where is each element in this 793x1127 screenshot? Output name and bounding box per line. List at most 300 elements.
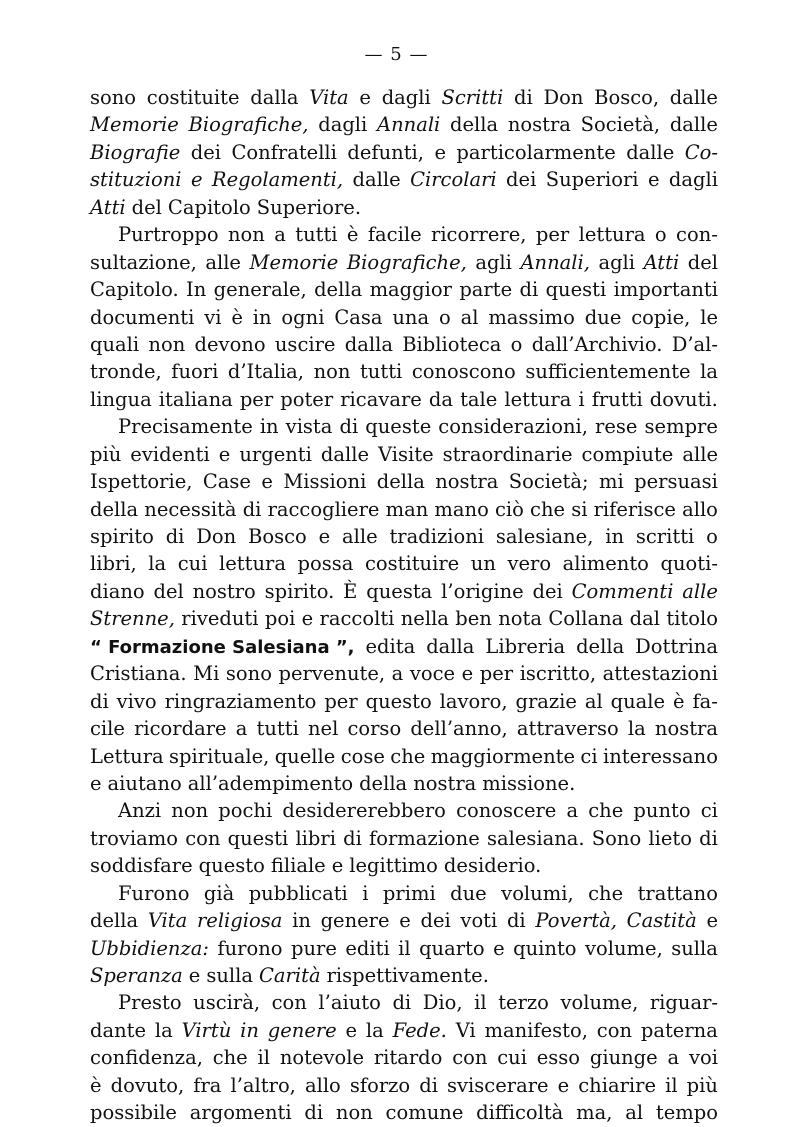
word: man	[385, 497, 429, 521]
word: la	[365, 1018, 384, 1042]
word: filiale	[270, 854, 326, 878]
word: non	[335, 1101, 373, 1125]
word: della	[90, 497, 139, 521]
text-line	[90, 852, 718, 879]
word: a	[235, 717, 248, 741]
word: particolarmente	[456, 140, 616, 164]
word: già	[203, 881, 235, 905]
word: confidenza,	[90, 1046, 203, 1070]
word: questi	[545, 278, 607, 302]
word: non	[227, 223, 265, 247]
word: della	[90, 909, 139, 933]
word: ritardo	[373, 1046, 443, 1070]
word: vivo	[116, 689, 157, 713]
word: massimo	[488, 305, 575, 329]
word: possa	[297, 552, 354, 576]
word: missione.	[482, 771, 576, 795]
word: della	[376, 470, 425, 494]
word: corso	[347, 717, 402, 741]
word: Bosco,	[594, 86, 660, 109]
text-line	[90, 331, 718, 358]
italic-word: Atti	[643, 250, 680, 274]
word: tronde,	[90, 360, 162, 384]
word: le	[700, 305, 718, 329]
text-line	[90, 605, 718, 632]
word: Bosco	[248, 525, 307, 548]
word: non	[148, 332, 186, 356]
italic-word: Vita	[309, 86, 349, 109]
word: esso	[536, 1046, 581, 1070]
word: dalle	[669, 86, 718, 109]
word: Libreria	[485, 634, 566, 658]
italic-word: Povertà,	[535, 909, 617, 933]
word: conoscere	[456, 799, 557, 823]
text-line	[90, 468, 718, 495]
word: ci	[700, 799, 718, 823]
word: costituite	[146, 86, 240, 109]
word: dagli	[668, 168, 718, 192]
word: dalla	[344, 332, 393, 356]
word: chiarire	[578, 1073, 657, 1097]
word: riferisce	[593, 497, 676, 521]
word: Superiore.	[256, 195, 362, 219]
text-line	[90, 358, 718, 385]
word: formazione	[369, 826, 480, 850]
word: lettura	[578, 223, 646, 247]
word: tradizioni	[389, 525, 485, 548]
text-line	[90, 1044, 718, 1071]
italic-word: Circolari	[410, 168, 497, 192]
word: o	[706, 525, 718, 548]
word: dalle	[320, 442, 370, 466]
word: vi	[204, 305, 222, 329]
word: sulla	[206, 964, 254, 987]
word: con	[596, 1018, 633, 1042]
word: mano	[434, 497, 489, 521]
word: argomenti	[189, 1101, 292, 1125]
word: attraverso	[516, 717, 619, 741]
word: Superiori	[545, 168, 639, 192]
word: i	[578, 387, 585, 411]
word: nostro	[192, 579, 256, 603]
word: possibile	[90, 1101, 177, 1125]
word: dalle	[626, 140, 675, 164]
word: voi	[688, 1046, 718, 1070]
word: o	[654, 223, 667, 247]
text-line	[90, 633, 718, 660]
word: Missioni	[283, 470, 367, 494]
word: poter	[280, 387, 334, 411]
word: al	[460, 305, 479, 329]
word: della	[450, 113, 499, 137]
word: devono	[194, 332, 266, 356]
word: sono	[225, 662, 272, 686]
word: dagli	[381, 86, 431, 109]
word: dalle	[352, 168, 401, 192]
word: sono	[90, 86, 137, 109]
bold-title: “ Formazione Salesiana ”,	[90, 636, 355, 658]
word: di	[343, 826, 362, 850]
italic-word: e	[190, 168, 203, 192]
word: e	[90, 771, 102, 795]
word: è	[346, 223, 359, 247]
word: quinto	[513, 936, 577, 960]
word: quarto	[419, 936, 485, 960]
word: ricordare	[134, 717, 227, 741]
word: paterna	[640, 1018, 718, 1042]
word: Anzi	[118, 799, 162, 823]
word: e	[461, 662, 474, 686]
word: dal	[629, 607, 660, 631]
word: copie,	[631, 305, 691, 329]
italic-word: Ubbidienza:	[90, 936, 209, 960]
word: raccogliere	[267, 497, 380, 521]
word: di	[513, 86, 533, 109]
word: dalla	[426, 634, 475, 658]
text-line	[90, 221, 718, 248]
italic-word: genere	[267, 1018, 337, 1042]
word: Purtroppo	[118, 223, 219, 247]
word: tempo	[655, 1101, 718, 1125]
word: non	[313, 360, 351, 384]
word: il	[398, 936, 411, 960]
word: e	[218, 442, 231, 466]
word: al	[625, 1101, 644, 1125]
word: la	[148, 552, 167, 576]
word: lieto	[648, 826, 692, 850]
word: nostra	[507, 113, 571, 137]
word: a	[566, 799, 579, 823]
word: generale,	[213, 278, 307, 302]
italic-word: Biografiche,	[188, 113, 309, 137]
word: alle	[205, 250, 241, 274]
word: cui	[497, 1046, 527, 1070]
italic-word: Annali	[377, 113, 441, 137]
italic-word: religiosa	[196, 909, 283, 933]
text-line	[90, 962, 718, 989]
word: pochi	[218, 799, 273, 823]
text-line	[90, 413, 718, 440]
word: la	[700, 360, 718, 384]
word: scritti	[635, 525, 695, 548]
word: a	[274, 223, 286, 247]
word: il	[665, 1073, 678, 1097]
word: d’Italia,	[227, 360, 305, 384]
text-line	[90, 715, 718, 742]
word: dei	[532, 579, 563, 603]
italic-word: Biografiche,	[346, 250, 467, 274]
word: dagli	[318, 113, 368, 137]
italic-word: Commenti	[571, 579, 674, 603]
text-line	[90, 523, 718, 550]
word: con	[271, 991, 307, 1015]
text-line	[90, 194, 718, 221]
text-line	[90, 797, 718, 824]
word: D’al-	[671, 332, 718, 356]
text-line	[90, 166, 718, 193]
word: e	[188, 964, 201, 987]
word: comune	[385, 1101, 464, 1125]
word: notevole	[279, 1046, 365, 1070]
italic-word: Memorie	[90, 113, 179, 137]
word: e	[318, 525, 331, 548]
word: salesiana.	[486, 826, 585, 850]
word: libri,	[90, 552, 137, 576]
word: salesiane,	[495, 525, 594, 548]
text-line	[90, 550, 718, 577]
word: e	[345, 1018, 358, 1042]
word: i	[362, 881, 369, 905]
word: dalle	[669, 113, 718, 137]
word: urgenti	[239, 442, 312, 466]
word: riguar-	[649, 991, 718, 1015]
text-line	[90, 907, 718, 934]
word: In	[186, 278, 207, 302]
word: voti	[460, 909, 498, 933]
word: il	[257, 1046, 271, 1070]
word: sultazione,	[90, 250, 197, 274]
word: con-	[676, 223, 718, 247]
word: questa	[366, 579, 433, 603]
word: del	[131, 195, 162, 219]
italic-word: Annali,	[520, 250, 590, 274]
word: troviamo	[90, 826, 179, 850]
italic-word: alle	[682, 579, 718, 603]
word: Biblioteca	[402, 332, 502, 356]
word: grazie	[515, 689, 577, 713]
text-line	[90, 276, 718, 303]
text-line	[90, 304, 718, 331]
word: lavoro,	[439, 689, 508, 713]
italic-word: Scritti	[441, 86, 504, 109]
italic-word: Memorie	[249, 250, 339, 274]
word: questi	[227, 826, 289, 850]
word: ma,	[576, 1101, 613, 1125]
word: che	[530, 497, 566, 521]
word: con	[185, 826, 221, 850]
word: di	[519, 278, 539, 302]
word: più	[90, 442, 122, 466]
word: volume,	[584, 936, 663, 960]
word: dei	[190, 140, 221, 164]
word: e	[493, 936, 505, 960]
word: è	[673, 689, 685, 713]
word: della	[576, 634, 625, 658]
word: quale	[610, 689, 666, 713]
word: Cristiana.	[90, 662, 187, 686]
word: dante	[90, 1018, 147, 1042]
word: e	[301, 607, 314, 631]
word: costituire	[364, 552, 460, 576]
word: libri	[295, 826, 336, 850]
word: titolo	[666, 607, 718, 631]
word: all’adempimento	[187, 771, 354, 795]
word: da	[428, 387, 453, 411]
text-line	[90, 770, 718, 797]
word: tale	[460, 387, 498, 411]
word: rese	[595, 415, 638, 439]
text-line	[90, 111, 718, 138]
text-line	[90, 688, 718, 715]
word: manifesto,	[484, 1018, 588, 1042]
word: soddisfare	[90, 854, 193, 878]
word: parte	[459, 278, 513, 302]
word: volume,	[560, 991, 639, 1015]
text-line	[90, 743, 718, 770]
word: e	[706, 909, 718, 933]
word: riveduti	[181, 607, 259, 631]
word: dei	[506, 168, 537, 192]
word: Collana	[548, 607, 624, 631]
word: attestazioni	[602, 662, 718, 686]
word: lettura	[504, 387, 572, 411]
text-line	[90, 496, 718, 523]
italic-word: Carità	[259, 964, 321, 987]
italic-word: in	[240, 1018, 259, 1042]
word: non	[171, 799, 209, 823]
word: che	[588, 881, 624, 905]
word: o	[510, 332, 523, 356]
text-line	[90, 249, 718, 276]
word: pubblicati	[248, 881, 348, 905]
word: nel	[307, 717, 339, 741]
word: cui	[177, 552, 208, 576]
word: ci	[580, 744, 598, 768]
word: rispettivamente.	[326, 964, 489, 987]
word: vero	[507, 552, 552, 576]
word: allo	[682, 497, 718, 521]
italic-word: Co-	[684, 140, 718, 164]
word: di	[165, 525, 185, 548]
word: e	[434, 140, 446, 164]
body-text	[90, 84, 718, 1127]
word: volumi,	[501, 881, 574, 905]
word: maggior	[369, 278, 452, 302]
word: di	[90, 689, 109, 713]
word: È	[343, 579, 358, 603]
word: in	[259, 415, 279, 439]
word: lettura	[219, 552, 286, 576]
word: alle	[682, 442, 718, 466]
word: fuori	[171, 360, 219, 384]
word: italiana	[158, 387, 233, 411]
word: due	[584, 305, 622, 329]
word: l’aiuto	[318, 991, 381, 1015]
word: dovuto,	[110, 1073, 185, 1097]
word: e	[557, 1073, 570, 1097]
word: trattano	[637, 881, 718, 905]
word: Don	[196, 525, 237, 548]
word: Case	[202, 470, 251, 494]
text-line	[90, 139, 718, 166]
text-line	[90, 1072, 718, 1099]
word: difficoltà	[476, 1101, 564, 1125]
word: mi	[598, 470, 624, 494]
word: e	[399, 909, 411, 933]
word: di	[392, 991, 412, 1015]
word: è	[90, 1073, 102, 1097]
word: poi	[264, 607, 296, 631]
word: primi	[382, 881, 436, 905]
text-line	[90, 441, 718, 468]
word: interessano	[602, 744, 718, 768]
word: Società,	[580, 113, 661, 137]
word: Dio,	[422, 991, 463, 1015]
word: del	[687, 250, 718, 274]
word: pervenute,	[278, 662, 386, 686]
word: in	[292, 909, 311, 933]
word: a	[667, 1046, 680, 1070]
word: documenti	[90, 305, 195, 329]
word: punto	[633, 799, 691, 823]
word: in	[605, 525, 625, 548]
word: di	[506, 909, 526, 933]
word: tutti	[359, 360, 403, 384]
word: giunge	[589, 1046, 658, 1070]
word: facile	[367, 223, 422, 247]
word: considerazioni,	[438, 415, 588, 439]
word: conoscono	[411, 360, 516, 384]
word: nostra	[654, 717, 718, 741]
word: in	[252, 305, 272, 329]
word: e	[359, 86, 371, 109]
word: di	[419, 1073, 438, 1097]
word: il	[474, 991, 487, 1015]
word: Sono	[591, 826, 642, 850]
word: la	[154, 1018, 173, 1042]
italic-word: Castità	[626, 909, 697, 933]
word: sempre	[644, 415, 718, 439]
word: di	[699, 826, 718, 850]
word: è	[231, 305, 243, 329]
italic-word: Vita	[147, 909, 188, 933]
word: due	[450, 881, 487, 905]
word: desiderio.	[443, 854, 542, 878]
word: una	[392, 305, 430, 329]
word: aiutano	[107, 771, 182, 795]
word: o	[438, 305, 451, 329]
word: persuasi	[634, 470, 718, 494]
word: cile	[90, 717, 125, 741]
word: edita	[365, 634, 416, 658]
word: fa-	[692, 689, 718, 713]
text-line	[90, 880, 718, 907]
word: della	[359, 771, 408, 795]
word: legittimo	[349, 854, 438, 878]
word: agli	[598, 250, 636, 274]
word: del	[153, 579, 184, 603]
word: di	[304, 1101, 324, 1125]
text-line	[90, 660, 718, 687]
word: Casa	[334, 305, 383, 329]
word: Capitolo	[167, 195, 251, 219]
text-line	[90, 935, 718, 962]
word: dall’Archivio.	[531, 332, 663, 356]
word: uscire	[274, 332, 336, 356]
word: ogni	[281, 305, 325, 329]
word: vista	[285, 415, 333, 439]
word: questo	[198, 854, 265, 878]
word: allo	[304, 1073, 341, 1097]
word: frutti	[591, 387, 643, 411]
word: dei	[420, 909, 451, 933]
word: di	[339, 415, 359, 439]
word: furono	[217, 936, 283, 960]
word: nostra	[435, 470, 499, 494]
word: alle	[341, 525, 378, 548]
text-line	[90, 84, 718, 111]
italic-word: Speranza	[90, 964, 183, 987]
